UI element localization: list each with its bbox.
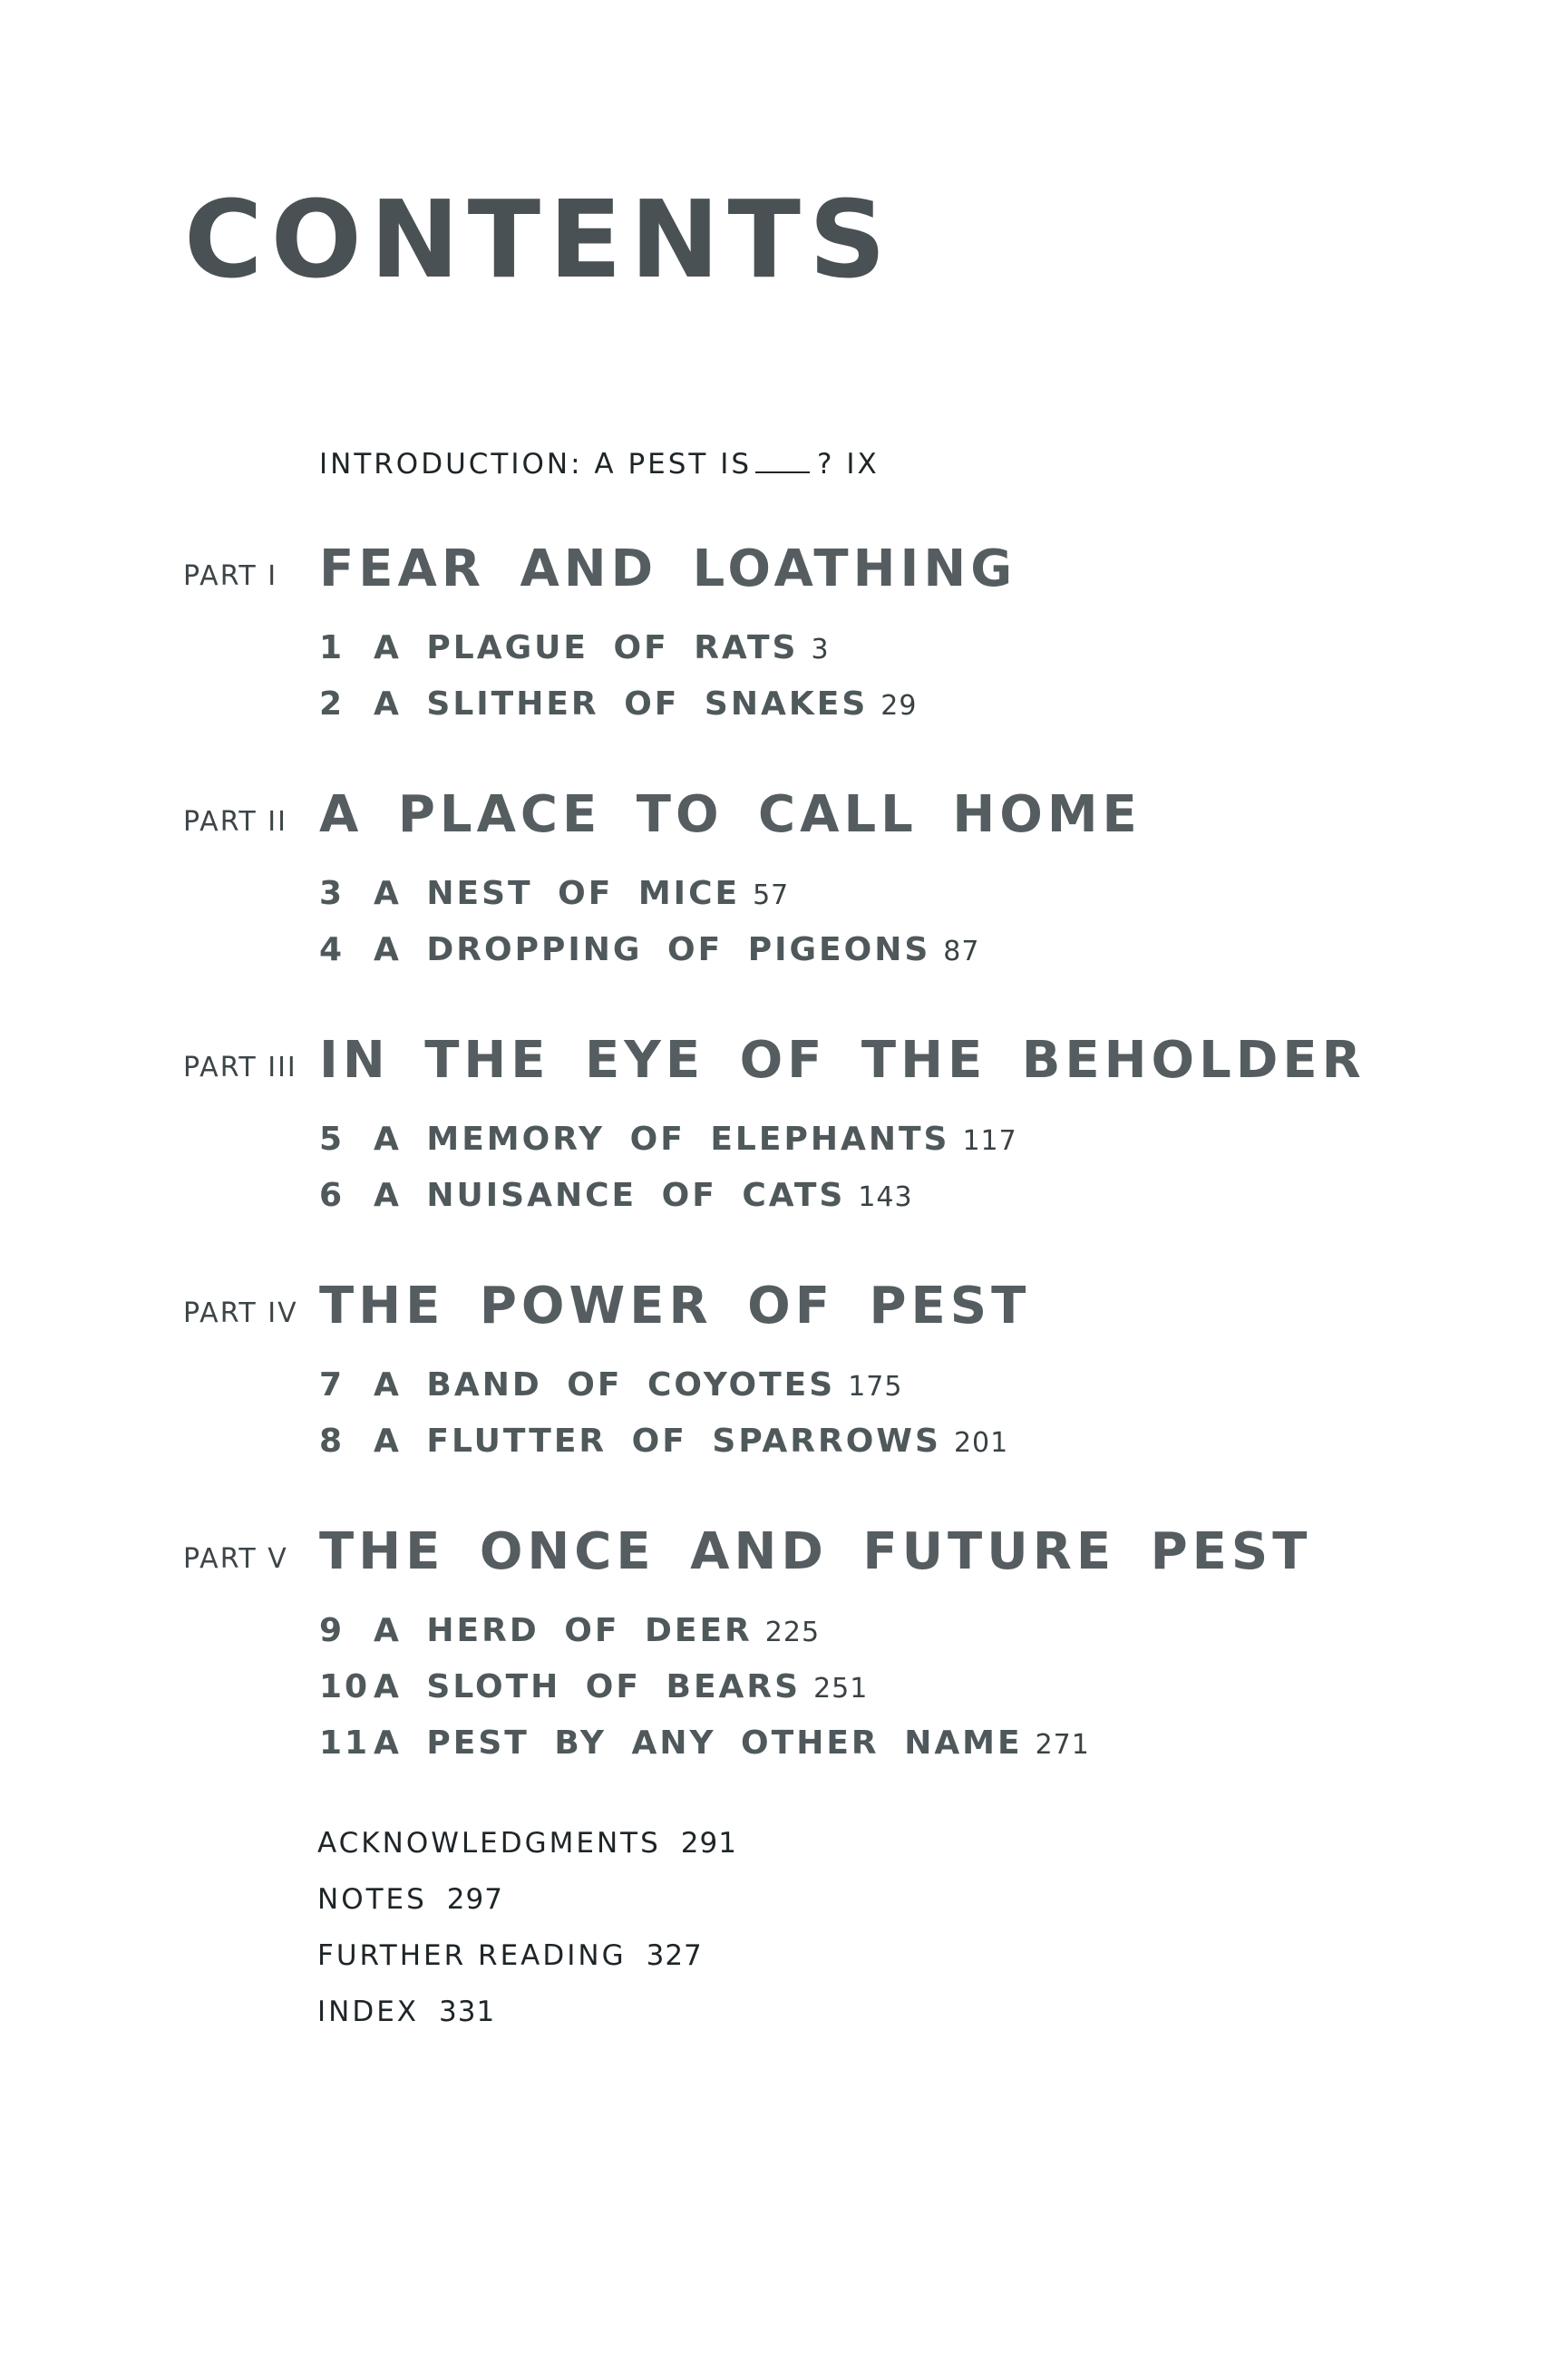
chapter-number: 1 — [319, 629, 345, 666]
chapter-entry — [319, 875, 789, 912]
chapter-title: A MEMORY OF ELEPHANTS — [374, 1121, 950, 1158]
back-matter-page: 297 — [446, 1883, 503, 1916]
chapter-page: 201 — [953, 1427, 1009, 1459]
chapter-title: A PEST BY ANY OTHER NAME — [374, 1724, 1023, 1762]
part-label: PART IV — [183, 1297, 298, 1329]
part-title: IN THE EYE OF THE BEHOLDER — [319, 1031, 1366, 1090]
chapter-entry — [319, 1177, 913, 1214]
page-title: CONTENTS — [184, 177, 894, 302]
back-matter-title: ACKNOWLEDGMENTS — [317, 1827, 661, 1860]
chapter-entry — [319, 1724, 1090, 1762]
chapter-number: 5 — [319, 1121, 345, 1158]
chapter-page: 271 — [1035, 1729, 1090, 1761]
chapter-title: A NEST OF MICE — [374, 875, 741, 912]
chapter-page: 225 — [764, 1617, 821, 1648]
back-matter-entry — [317, 1883, 503, 1916]
part-label: PART II — [183, 806, 287, 838]
chapter-page: 87 — [943, 936, 980, 967]
chapter-title: A NUISANCE OF CATS — [374, 1177, 846, 1214]
introduction-entry — [319, 444, 880, 481]
chapter-page: 143 — [858, 1181, 913, 1213]
chapter-entry — [319, 1423, 1008, 1460]
chapter-entry — [319, 1668, 868, 1705]
chapter-entry — [319, 1121, 1017, 1158]
chapter-page: 29 — [880, 690, 918, 722]
chapter-number: 4 — [319, 931, 345, 968]
chapter-title: A HERD OF DEER — [374, 1612, 753, 1649]
chapter-page: 3 — [811, 634, 830, 665]
back-matter-entry — [317, 1939, 703, 1972]
back-matter-page: 291 — [680, 1827, 737, 1860]
chapter-number: 11 — [319, 1724, 371, 1762]
chapter-entry — [319, 1366, 902, 1404]
part-title: THE ONCE AND FUTURE PEST — [319, 1522, 1312, 1581]
chapter-number: 6 — [319, 1177, 345, 1214]
part-title: A PLACE TO CALL HOME — [319, 785, 1142, 844]
chapter-page: 175 — [848, 1371, 903, 1403]
back-matter-title: INDEX — [317, 1996, 420, 2028]
chapter-number: 7 — [319, 1366, 345, 1404]
part-label: PART V — [183, 1543, 288, 1575]
part-title: FEAR AND LOATHING — [319, 539, 1017, 598]
chapter-entry — [319, 685, 917, 723]
back-matter-page: 331 — [439, 1996, 496, 2028]
chapter-title: A DROPPING OF PIGEONS — [374, 931, 931, 968]
back-matter-title: FURTHER READING — [317, 1939, 627, 1972]
back-matter-title: NOTES — [317, 1883, 427, 1916]
back-matter-entry — [317, 1996, 495, 2028]
introduction-question-mark: ? — [817, 448, 835, 481]
chapter-entry — [319, 931, 979, 968]
chapter-page: 251 — [813, 1673, 869, 1705]
chapter-number: 8 — [319, 1423, 345, 1460]
back-matter-entry — [317, 1827, 737, 1860]
chapter-entry — [319, 629, 830, 666]
chapter-number: 9 — [319, 1612, 345, 1649]
chapter-page: 57 — [753, 879, 790, 911]
part-label: PART I — [183, 560, 278, 592]
chapter-number: 3 — [319, 875, 345, 912]
chapter-title: A SLOTH OF BEARS — [374, 1668, 802, 1705]
chapter-number: 10 — [319, 1668, 371, 1705]
introduction-page: IX — [846, 448, 880, 481]
part-label: PART III — [183, 1052, 297, 1083]
introduction-title: INTRODUCTION: A PEST IS — [319, 448, 753, 481]
chapter-title: A PLAGUE OF RATS — [374, 629, 799, 666]
chapter-title: A BAND OF COYOTES — [374, 1366, 836, 1404]
chapter-page: 117 — [962, 1125, 1017, 1157]
blank-line — [755, 444, 810, 473]
chapter-title: A FLUTTER OF SPARROWS — [374, 1423, 941, 1460]
back-matter-page: 327 — [646, 1939, 703, 1972]
chapter-number: 2 — [319, 685, 345, 723]
chapter-entry — [319, 1612, 820, 1649]
chapter-title: A SLITHER OF SNAKES — [374, 685, 869, 723]
part-title: THE POWER OF PEST — [319, 1277, 1031, 1336]
